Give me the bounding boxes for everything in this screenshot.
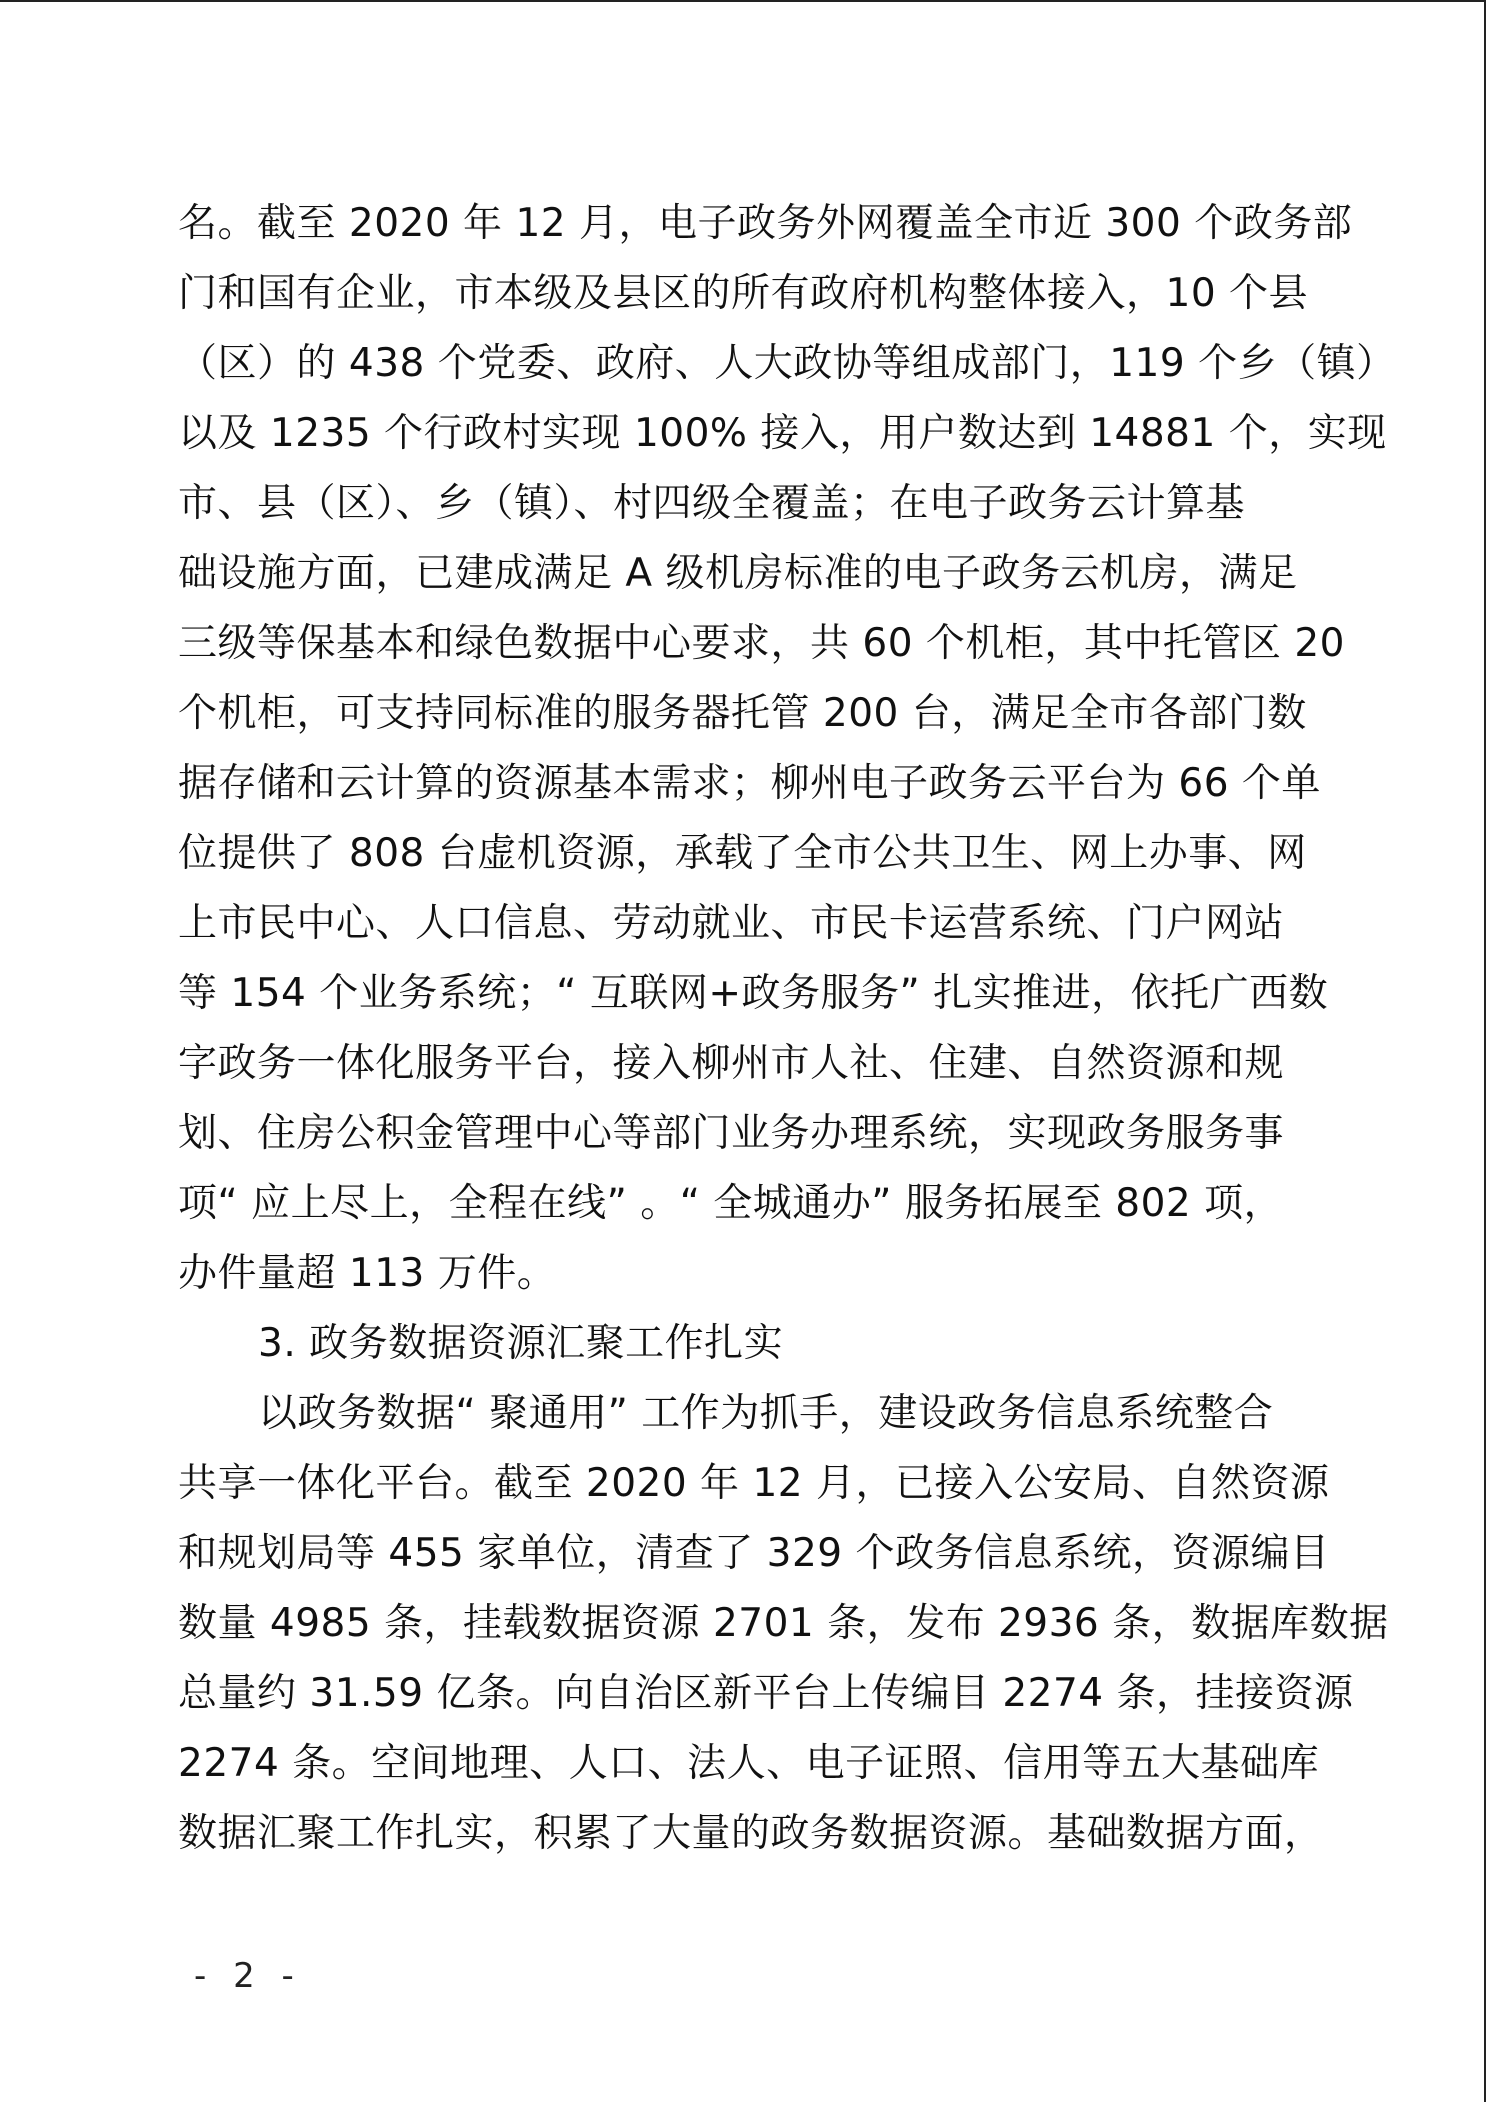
text-line: 市、县（区）、乡（镇）、村四级全覆盖；在电子政务云计算基 (178, 481, 1246, 526)
text-line: 名。截至 2020 年 12 月，电子政务外网覆盖全市近 300 个政务部 (178, 201, 1353, 246)
page-number: - 2 - (194, 1956, 302, 1996)
text-line: 和规划局等 455 家单位，清查了 329 个政务信息系统，资源编目 (178, 1531, 1330, 1576)
text-line: 总量约 31.59 亿条。向自治区新平台上传编目 2274 条，挂接资源 (178, 1671, 1354, 1716)
text-line: 划、住房公积金管理中心等部门业务办理系统，实现政务服务事 (178, 1111, 1285, 1156)
section-heading: 3. 政务数据资源汇聚工作扎实 (258, 1321, 784, 1366)
document-body (178, 189, 1396, 1869)
text-line: 数据汇聚工作扎实，积累了大量的政务数据资源。基础数据方面， (178, 1811, 1324, 1856)
text-line: 以及 1235 个行政村实现 100% 接入，用户数达到 14881 个，实现 (178, 411, 1387, 456)
text-line: 项“ 应上尽上，全程在线” 。“ 全城通办” 服务拓展至 802 项， (178, 1181, 1284, 1226)
text-line: 三级等保基本和绿色数据中心要求，共 60 个机柜，其中托管区 20 (178, 621, 1345, 666)
text-line: 等 154 个业务系统；“ 互联网+政务服务” 扎实推进，依托广西数 (178, 971, 1329, 1016)
text-line: 办件量超 113 万件。 (178, 1251, 557, 1296)
text-line: 据存储和云计算的资源基本需求；柳州电子政务云平台为 66 个单 (178, 761, 1321, 806)
text-line: 础设施方面，已建成满足 A 级机房标准的电子政务云机房，满足 (178, 551, 1298, 596)
text-line: 上市民中心、人口信息、劳动就业、市民卡运营系统、门户网站 (178, 901, 1285, 946)
text-line: 个机柜，可支持同标准的服务器托管 200 台，满足全市各部门数 (178, 691, 1307, 736)
text-line: 数量 4985 条，挂载数据资源 2701 条，发布 2936 条，数据库数据 (178, 1601, 1389, 1646)
text-line: 以政务数据“ 聚通用” 工作为抓手，建设政务信息系统整合 (258, 1391, 1274, 1436)
text-line: 位提供了 808 台虚机资源，承载了全市公共卫生、网上办事、网 (178, 831, 1307, 876)
text-line: 2274 条。空间地理、人口、法人、电子证照、信用等五大基础库 (178, 1741, 1320, 1786)
text-line: 字政务一体化服务平台，接入柳州市人社、住建、自然资源和规 (178, 1041, 1285, 1086)
text-line: 门和国有企业，市本级及县区的所有政府机构整体接入，10 个县 (178, 271, 1309, 316)
text-line: 共享一体化平台。截至 2020 年 12 月，已接入公安局、自然资源 (178, 1461, 1330, 1506)
text-line: （区）的 438 个党委、政府、人大政协等组成部门，119 个乡（镇） (178, 341, 1396, 386)
